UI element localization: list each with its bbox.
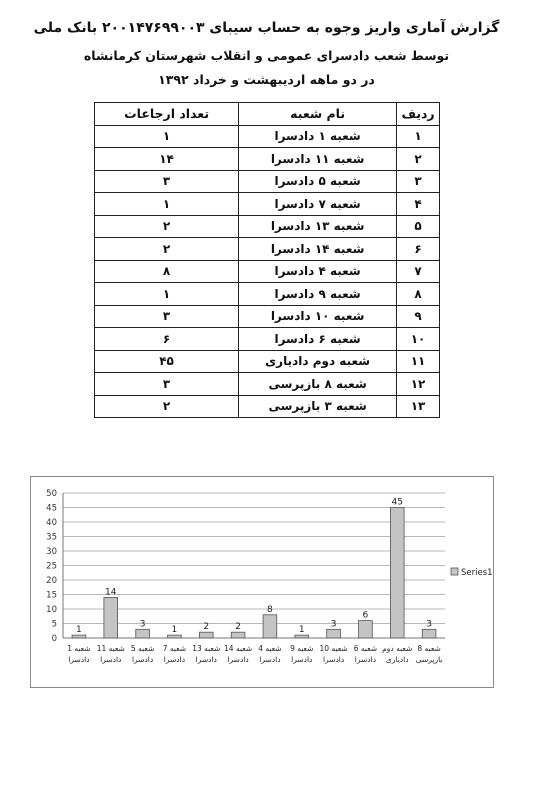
data-label: 14 bbox=[105, 587, 117, 598]
x-tick-label: دادسرا bbox=[163, 655, 186, 664]
branch-name-cell: شعبه ۵ دادسرا bbox=[239, 170, 397, 193]
x-tick-label: دادسرا bbox=[291, 655, 313, 664]
row-number-cell: ۳ bbox=[397, 170, 440, 193]
y-tick-label: 20 bbox=[46, 576, 57, 586]
branch-name-cell: شعبه ۶ دادسرا bbox=[239, 328, 397, 351]
x-tick-label: دادسرا bbox=[68, 655, 90, 664]
y-tick-label: 5 bbox=[51, 619, 57, 630]
branch-name-cell: شعبه ۸ بازپرسی bbox=[239, 373, 397, 396]
table-row bbox=[95, 238, 440, 261]
x-tick-label: شعبه 5 bbox=[130, 644, 155, 653]
row-number-cell: ۷ bbox=[397, 260, 440, 283]
referral-count-cell: ۱ bbox=[95, 283, 239, 306]
row-number-cell: ۱ bbox=[397, 125, 440, 148]
bar bbox=[422, 629, 436, 638]
table-row bbox=[95, 193, 440, 216]
branch-name-cell: شعبه ۷ دادسرا bbox=[239, 193, 397, 216]
x-tick-label: دادسرا bbox=[259, 655, 281, 664]
x-tick-label: شعبه 6 bbox=[353, 644, 378, 653]
table-row bbox=[95, 170, 440, 193]
x-tick-label: دادسرا bbox=[322, 655, 345, 664]
bar bbox=[72, 635, 86, 638]
data-label: 3 bbox=[426, 619, 432, 630]
x-tick-label: شعبه دوم bbox=[382, 644, 413, 653]
branch-name-cell: شعبه ۳ بازپرسی bbox=[239, 395, 397, 418]
x-tick-label: بازپرسی bbox=[415, 655, 443, 664]
bar bbox=[168, 635, 182, 638]
y-tick-label: 50 bbox=[46, 489, 57, 499]
table-row bbox=[95, 395, 440, 418]
referral-count-cell: ۶ bbox=[95, 328, 239, 351]
row-number-cell: ۲ bbox=[397, 148, 440, 171]
branch-name-cell: شعبه ۱۱ دادسرا bbox=[239, 148, 397, 171]
data-label: 1 bbox=[171, 625, 178, 636]
data-label: 3 bbox=[330, 619, 337, 630]
table-row bbox=[95, 260, 440, 283]
bar bbox=[295, 635, 309, 638]
x-tick-label: شعبه 9 bbox=[290, 644, 314, 653]
data-label: 2 bbox=[235, 622, 241, 633]
bar bbox=[327, 629, 341, 638]
bar bbox=[359, 621, 373, 638]
data-label: 1 bbox=[76, 625, 82, 636]
report-period: در دو ماهه اردیبهشت و خرداد ۱۳۹۲ bbox=[158, 72, 375, 87]
x-tick-label: شعبه 11 bbox=[96, 644, 125, 653]
data-label: 6 bbox=[362, 610, 369, 621]
row-number-cell: ۸ bbox=[397, 283, 440, 306]
row-number-cell: ۹ bbox=[397, 305, 440, 328]
x-tick-label: دادسرا bbox=[195, 655, 217, 664]
bar bbox=[263, 615, 277, 638]
branch-name-cell: شعبه ۱۰ دادسرا bbox=[239, 305, 397, 328]
branch-name-cell: شعبه ۱۴ دادسرا bbox=[239, 238, 397, 261]
referral-count-cell: ۱ bbox=[95, 193, 239, 216]
referral-count-cell: ۳ bbox=[95, 373, 239, 396]
table-row bbox=[95, 350, 440, 373]
referral-count-cell: ۳ bbox=[95, 170, 239, 193]
x-tick-label: دادیاری bbox=[385, 655, 409, 664]
referral-count-cell: ۴۵ bbox=[95, 350, 239, 373]
row-number-cell: ۴ bbox=[397, 193, 440, 216]
referral-count-cell: ۱۴ bbox=[95, 148, 239, 171]
y-tick-label: 40 bbox=[46, 518, 57, 528]
row-number-cell: ۱۱ bbox=[397, 350, 440, 373]
referral-count-cell: ۸ bbox=[95, 260, 239, 283]
report-subtitle: توسط شعب دادسرای عمومی و انقلاب شهرستان کرمانشاه bbox=[83, 48, 450, 63]
y-tick-label: 30 bbox=[46, 547, 57, 557]
table-row bbox=[95, 148, 440, 171]
bar bbox=[390, 508, 404, 639]
x-tick-label: دادسرا bbox=[227, 655, 249, 664]
x-tick-label: شعبه 1 bbox=[67, 644, 91, 653]
x-tick-label: دادسرا bbox=[131, 655, 154, 664]
bar bbox=[104, 597, 118, 638]
header-row-number: ردیف bbox=[397, 103, 440, 126]
report-title: گزارش آماری واریز وجوه به حساب سیبای ۲۰۰۱۴۷۶۹۹۰۰۳ بانک ملی bbox=[33, 20, 500, 36]
y-tick-label: 35 bbox=[46, 532, 57, 543]
x-tick-label: شعبه 14 bbox=[224, 644, 253, 653]
row-number-cell: ۱۲ bbox=[397, 373, 440, 396]
y-tick-label: 0 bbox=[51, 634, 57, 644]
table-header-row bbox=[95, 103, 440, 126]
table-row bbox=[95, 328, 440, 351]
header-referral-count: تعداد ارجاعات bbox=[95, 103, 239, 126]
branch-name-cell: شعبه دوم دادیاری bbox=[239, 350, 397, 373]
row-number-cell: ۶ bbox=[397, 238, 440, 261]
table-row bbox=[95, 305, 440, 328]
y-tick-label: 25 bbox=[46, 561, 57, 572]
bar bbox=[231, 632, 245, 638]
referrals-table bbox=[94, 102, 440, 418]
table-row bbox=[95, 283, 440, 306]
legend-swatch bbox=[451, 568, 458, 575]
x-tick-label: شعبه 8 bbox=[417, 644, 441, 653]
row-number-cell: ۱۳ bbox=[397, 395, 440, 418]
referral-count-cell: ۲ bbox=[95, 238, 239, 261]
x-tick-label: شعبه 7 bbox=[162, 644, 187, 653]
data-label: 3 bbox=[139, 619, 146, 630]
branch-name-cell: شعبه ۴ دادسرا bbox=[239, 260, 397, 283]
data-label: 1 bbox=[298, 625, 305, 636]
row-number-cell: ۱۰ bbox=[397, 328, 440, 351]
referral-count-cell: ۳ bbox=[95, 305, 239, 328]
table-row bbox=[95, 373, 440, 396]
bar-chart-svg bbox=[31, 477, 493, 687]
branch-name-cell: شعبه ۱۳ دادسرا bbox=[239, 215, 397, 238]
data-label: 8 bbox=[267, 604, 273, 615]
bar bbox=[136, 629, 150, 638]
bar-chart bbox=[30, 476, 494, 688]
x-tick-label: شعبه 10 bbox=[319, 644, 348, 653]
legend-label: Series1 bbox=[461, 568, 493, 578]
x-tick-label: دادسرا bbox=[354, 655, 377, 664]
referral-count-cell: ۲ bbox=[95, 395, 239, 418]
row-number-cell: ۵ bbox=[397, 215, 440, 238]
referral-count-cell: ۱ bbox=[95, 125, 239, 148]
y-tick-label: 45 bbox=[46, 503, 57, 514]
y-tick-label: 10 bbox=[46, 605, 57, 615]
x-tick-label: شعبه 13 bbox=[192, 644, 221, 653]
x-tick-label: دادسرا bbox=[100, 655, 122, 664]
branch-name-cell: شعبه ۹ دادسرا bbox=[239, 283, 397, 306]
table-row bbox=[95, 215, 440, 238]
data-label: 45 bbox=[391, 497, 403, 508]
x-tick-label: شعبه 4 bbox=[258, 644, 282, 653]
branch-name-cell: شعبه ۱ دادسرا bbox=[239, 125, 397, 148]
table-row bbox=[95, 125, 440, 148]
data-label: 2 bbox=[203, 622, 210, 633]
header-branch-name: نام شعبه bbox=[239, 103, 397, 126]
y-tick-label: 15 bbox=[46, 590, 57, 601]
referral-count-cell: ۲ bbox=[95, 215, 239, 238]
bar bbox=[199, 632, 213, 638]
